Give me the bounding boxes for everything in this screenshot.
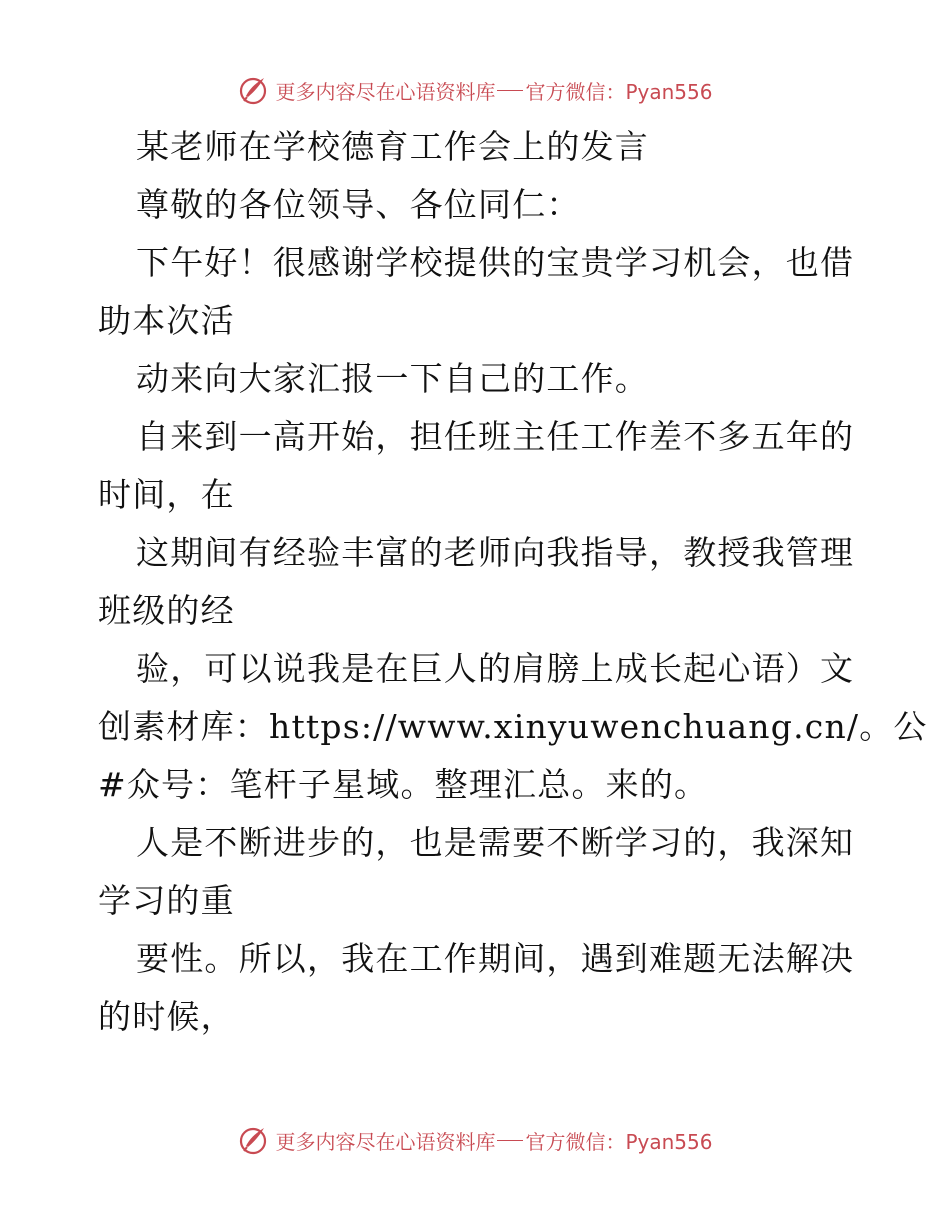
document-body (98, 118, 928, 1046)
footer-banner-dash (497, 1140, 523, 1141)
document-line: #众号：笔杆子星域。整理汇总。来的。 (98, 765, 709, 804)
document-line: 人是不断进步的，也是需要不断学习的，我深知 (136, 823, 855, 862)
document-line: 尊敬的各位领导、各位同仁： (136, 185, 581, 224)
document-line: 动来向大家汇报一下自己的工作。 (136, 359, 649, 398)
document-line: 自来到一高开始，担任班主任工作差不多五年的 (136, 417, 855, 456)
quill-logo-icon (237, 1124, 269, 1156)
document-line: 某老师在学校德育工作会上的发言 (136, 127, 649, 166)
footer-banner-text: 更多内容尽在心语资料库 (275, 1129, 496, 1154)
header-banner-text: 更多内容尽在心语资料库 (275, 79, 496, 104)
header-banner-dash (497, 90, 523, 91)
header-banner-wechat: 官方微信：Pyan556 (525, 79, 713, 104)
document-line: 验，可以说我是在巨人的肩膀上成长起心语）文 (136, 649, 855, 688)
header-banner (0, 70, 950, 110)
document-line: 这期间有经验丰富的老师向我指导，教授我管理 (136, 533, 855, 572)
document-line: 要性。所以，我在工作期间，遇到难题无法解决 (136, 939, 855, 978)
document-line: 学习的重 (98, 881, 235, 920)
document-line: 助本次活 (98, 301, 235, 340)
document-line: 创素材库：https://www.xinyuwenchuang.cn/。公 (98, 707, 928, 746)
document-line: 班级的经 (98, 591, 235, 630)
document-line: 的时候， (98, 997, 235, 1036)
document-line: 时间，在 (98, 475, 235, 514)
footer-banner (0, 1120, 950, 1160)
footer-banner-wechat: 官方微信：Pyan556 (525, 1129, 713, 1154)
quill-logo-icon (237, 74, 269, 106)
document-line: 下午好！很感谢学校提供的宝贵学习机会，也借 (136, 243, 855, 282)
